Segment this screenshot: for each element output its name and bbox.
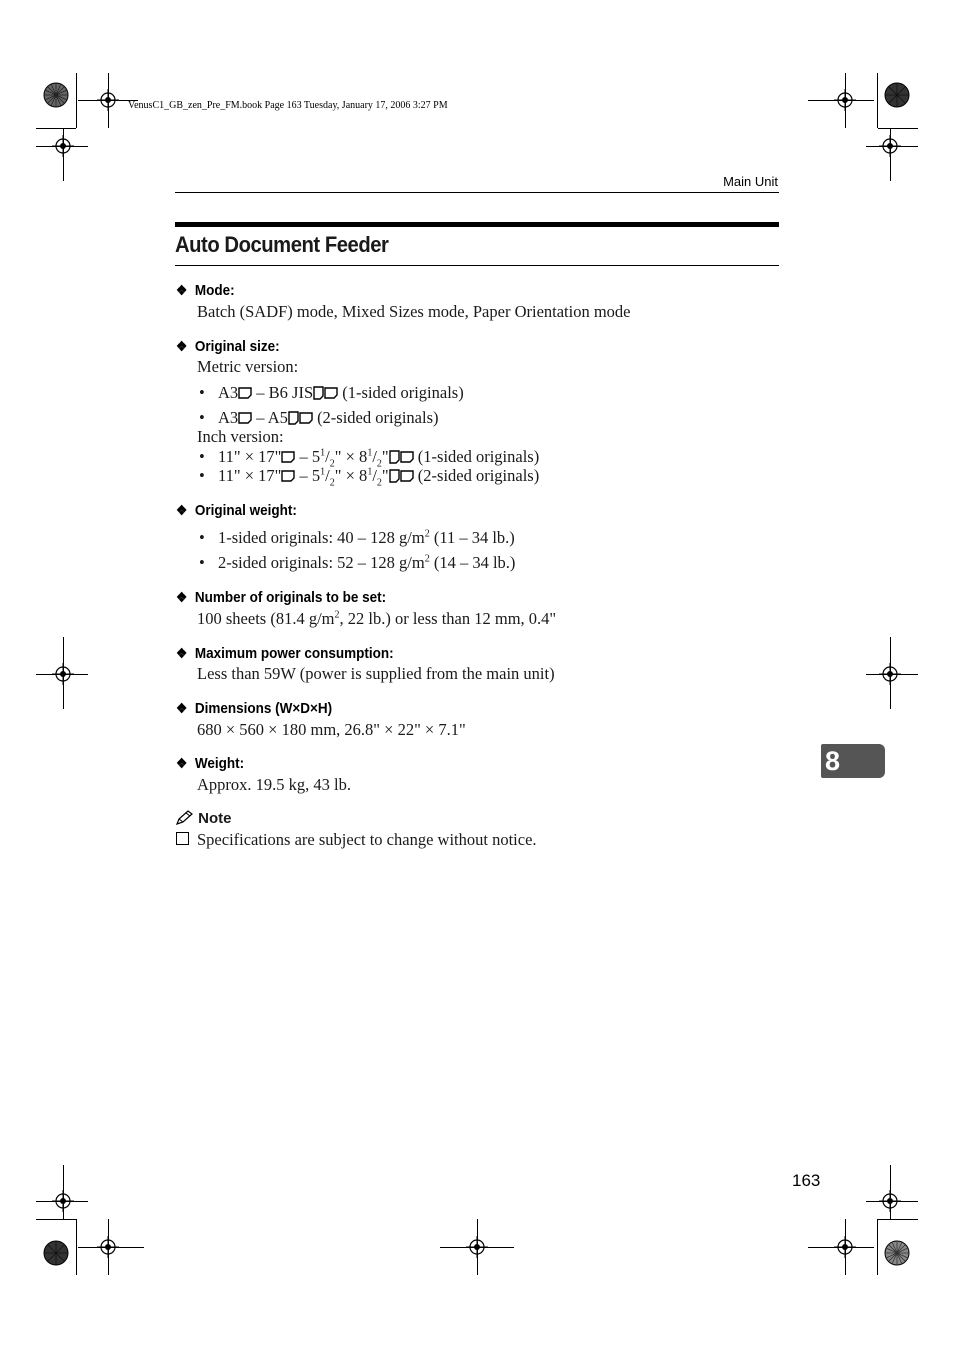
header-rule — [175, 192, 779, 193]
registration-target-icon — [879, 1190, 901, 1212]
landscape-orientation-icon — [400, 451, 414, 463]
running-head: Main Unit — [723, 174, 778, 189]
color-wheel-icon — [43, 82, 69, 108]
list-item: • A3 – B6 JIS (1-sided originals) — [199, 383, 464, 402]
registration-target-icon — [879, 663, 901, 685]
registration-target-icon — [97, 89, 119, 111]
landscape-orientation-icon — [238, 412, 252, 424]
weight-text: Approx. 19.5 kg, 43 lb. — [197, 775, 351, 794]
portrait-orientation-icon — [288, 411, 299, 425]
list-item: • 11" × 17" – $5^1/_2$" × $8^1/_2$" (2-sided originals) — [199, 466, 540, 489]
section-heading-weight: ❖ Weight: — [176, 755, 245, 772]
page-number: 163 — [792, 1171, 821, 1190]
color-wheel-icon — [884, 1240, 910, 1266]
registration-target-icon — [834, 89, 856, 111]
book-info: VenusC1_GB_zen_Pre_FM.book Page 163 Tuesday, January 17, 2006 3:27 PM — [128, 100, 448, 111]
power-text: Less than 59W (power is supplied from the main unit) — [197, 664, 555, 683]
portrait-orientation-icon — [389, 450, 400, 464]
section-heading-dimensions: ❖ Dimensions (W×D×H) — [176, 700, 333, 717]
chapter-tab: 8 — [821, 744, 885, 778]
note-heading: Note — [176, 810, 232, 827]
registration-target-icon — [52, 135, 74, 157]
color-wheel-icon — [884, 82, 910, 108]
list-item: • 11" × 17" – $5^1/_2$" × $8^1/_2$" (1-sided originals) — [199, 447, 540, 470]
landscape-orientation-icon — [324, 387, 338, 399]
registration-target-icon — [466, 1236, 488, 1258]
number-of-originals-text: 100 sheets (81.4 $g/m^2$, 22 lb.) or less than 12 mm, 0.4" — [197, 609, 557, 628]
metric-version-label: Metric version: — [197, 357, 299, 376]
list-item: • 1-sided originals: 40 – 128 $g/m^2$ (11 – 34 lb.) — [199, 528, 515, 547]
title-rule-bottom — [175, 265, 779, 266]
registration-target-icon — [52, 1190, 74, 1212]
list-item: • A3 – A5 (2-sided originals) — [199, 408, 439, 427]
pencil-icon — [176, 810, 194, 825]
landscape-orientation-icon — [281, 451, 295, 463]
registration-target-icon — [879, 135, 901, 157]
section-heading-power: ❖ Maximum power consumption: — [176, 645, 394, 662]
inch-version-label: Inch version: — [197, 427, 284, 446]
portrait-orientation-icon — [389, 469, 400, 483]
landscape-orientation-icon — [281, 470, 295, 482]
mode-text: Batch (SADF) mode, Mixed Sizes mode, Paper Orientation mode — [197, 302, 631, 321]
landscape-orientation-icon — [238, 387, 252, 399]
section-heading-original-size: ❖ Original size: — [176, 338, 280, 355]
section-heading-original-weight: ❖ Original weight: — [176, 502, 297, 519]
section-heading-mode: ❖ Mode: — [176, 282, 235, 299]
list-item: • 2-sided originals: 52 – 128 $g/m^2$ (14 – 34 lb.) — [199, 553, 516, 572]
landscape-orientation-icon — [299, 412, 313, 424]
registration-target-icon — [834, 1236, 856, 1258]
title-rule-top — [175, 222, 779, 227]
note-item: Specifications are subject to change without notice. — [176, 830, 537, 850]
dimensions-text: 680 × 560 × 180 mm, 26.8" × 22" × 7.1" — [197, 720, 466, 739]
color-wheel-icon — [43, 1240, 69, 1266]
checkbox-icon — [176, 832, 189, 845]
registration-target-icon — [52, 663, 74, 685]
registration-target-icon — [97, 1236, 119, 1258]
landscape-orientation-icon — [400, 470, 414, 482]
portrait-orientation-icon — [313, 386, 324, 400]
page-title: Auto Document Feeder — [175, 232, 389, 257]
section-heading-number-of-originals: ❖ Number of originals to be set: — [176, 589, 387, 606]
